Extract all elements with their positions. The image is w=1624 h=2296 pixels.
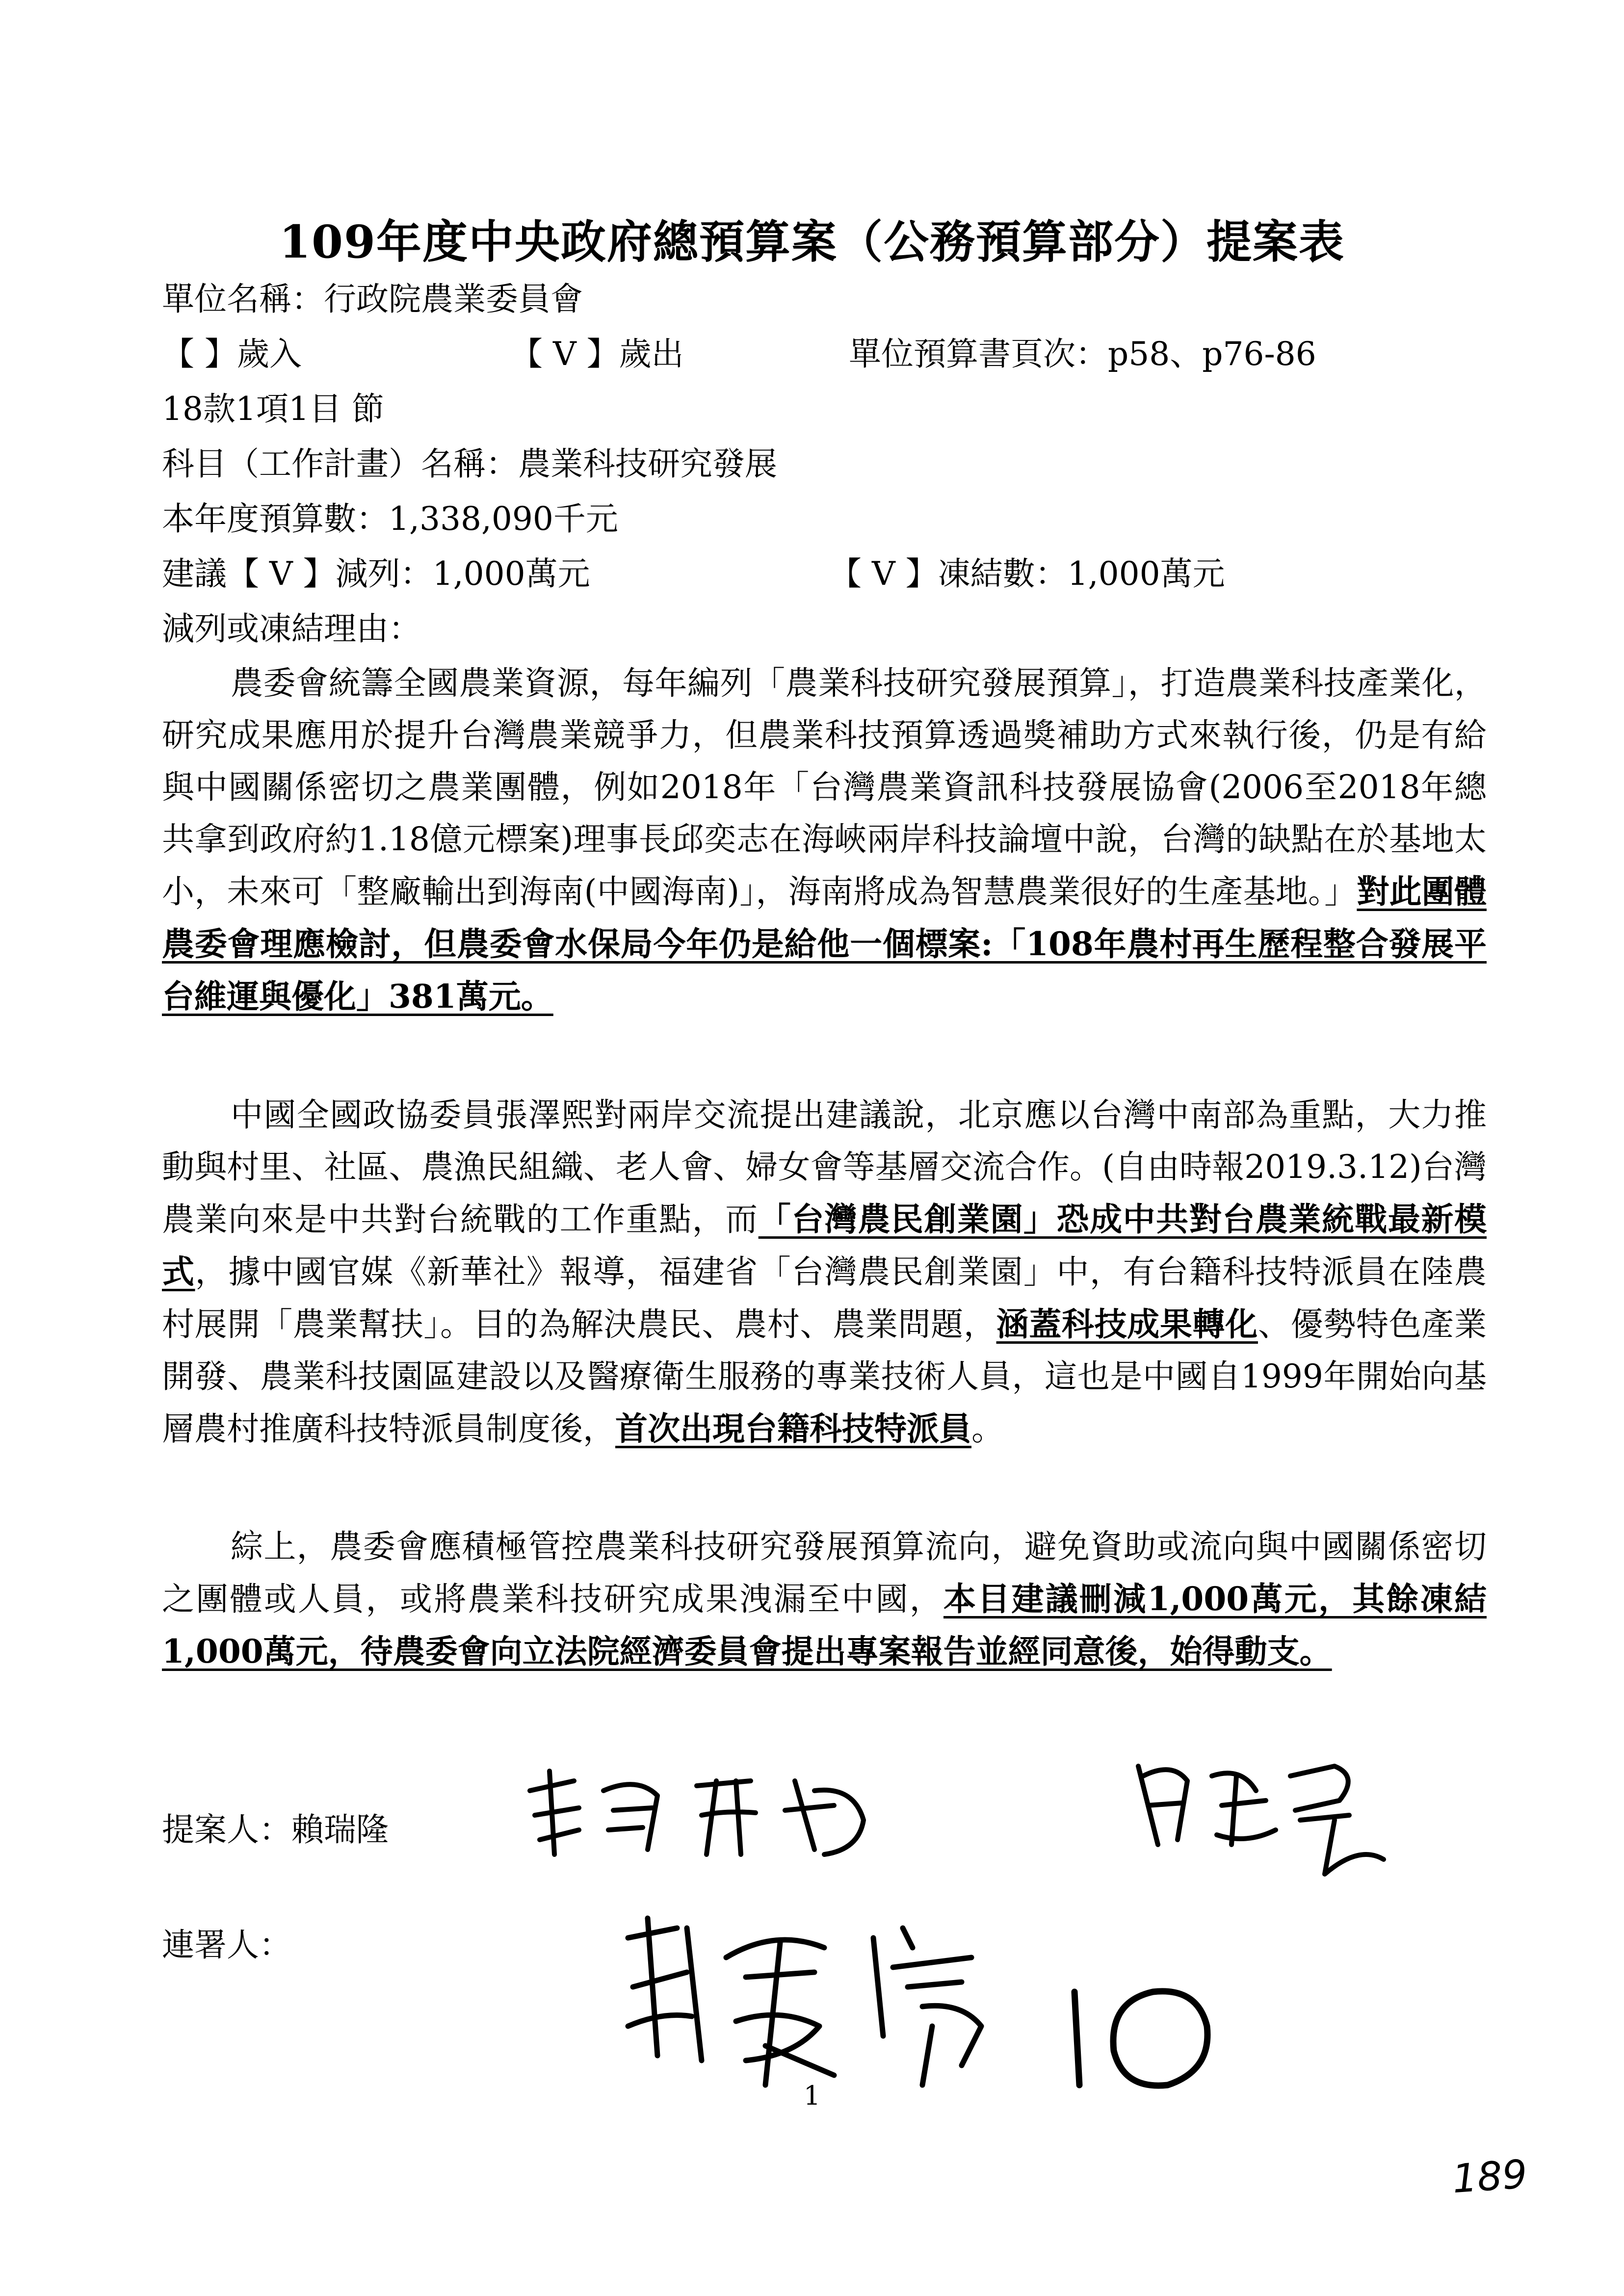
- paragraph-1-emphasis: 對此團體農委會理應檢討，但農委會水保局今年仍是給他一個標案:「108年農村再生歷程整合發展平台維運與優化」381萬元。: [162, 872, 1487, 1016]
- freeze-amount: 【 V 】凍結數：1,000萬元: [829, 555, 1225, 593]
- cosigner-label: 連署人：: [162, 1926, 291, 1964]
- expenditure-checkbox: 【 V 】歲出: [510, 335, 684, 373]
- paragraph-2-text-c: 、優勢特色產業開發、農業科技園區建設以及醫療衛生服務的專業技術人員，這也是中國自1999年開始向基層農村推廣科技特派員制度後，: [162, 1305, 1487, 1448]
- budget-section: 18款1項1目 節: [162, 390, 384, 428]
- budget-page-reference: 單位預算書頁次：p58、p76-86: [849, 335, 1316, 373]
- paragraph-3-text: 綜上，農委會應積極管控農業科技研究發展預算流向，避免資助或流向與中國關係密切之團體或人員，或將農業科技研究成果洩漏至中國，: [162, 1528, 1487, 1618]
- paragraph-3-emphasis: 本目建議刪減1,000萬元，其餘凍結1,000萬元，待農委會向立法院經濟委員會提出專案報告並經同意後，始得動支。: [162, 1580, 1487, 1670]
- unit-name: 單位名稱：行政院農業委員會: [162, 280, 583, 318]
- paragraph-2-emphasis-c: 首次出現台籍科技特派員: [615, 1409, 971, 1448]
- cosigner-signature-2: [618, 1899, 1060, 2105]
- reason-label: 減列或凍結理由：: [162, 610, 421, 648]
- cosigner-signature-1: [1128, 1747, 1403, 1884]
- paragraph-2-text-a: 中國全國政協委員張澤熙對兩岸交流提出建議說，北京應以台灣中南部為重點，大力推動與村里、社區、農漁民組織、老人會、婦女會等基層交流合作。(自由時報2019.3.12)台灣農業向來是中共對台統戰的工作重點，而: [162, 1096, 1487, 1238]
- reason-paragraph-1: [162, 657, 1487, 1023]
- page-number: 1: [803, 2080, 821, 2111]
- reason-paragraph-3: [162, 1521, 1487, 1678]
- document-title: 109年度中央政府總預算案（公務預算部分）提案表: [279, 215, 1345, 268]
- cut-suggestion: 建議【 V 】減列：1,000萬元: [162, 555, 590, 593]
- paragraph-2-text-d: 。: [971, 1410, 1004, 1448]
- paragraph-2-emphasis-b: 涵蓋科技成果轉化: [996, 1305, 1258, 1343]
- paragraph-1-text: 農委會統籌全國農業資源，每年編列「農業科技研究發展預算」，打造農業科技產業化，研究成果應用於提升台灣農業競爭力，但農業科技預算透過獎補助方式來執行後，仍是有給與中國關係密切之農業團體，例如2018年「台灣農業資訊科技發展協會(2006至2018年總共拿到政府約1.18億元標案)理事長邱奕志在海峽兩岸科技論壇中說，台灣的缺點在於基地太小，未來可「整廠輸出到海南(中國海南)」，海南將成為智慧農業很好的生產基地。」: [162, 664, 1487, 911]
- reason-paragraph-2: [162, 1089, 1487, 1455]
- paragraph-2-text-b: ，據中國官媒《新華社》報導，福建省「台灣農民創業園」中，有台籍科技特派員在陸農村展開「農業幫扶」。目的為解決農民、農村、農業問題，: [162, 1253, 1487, 1343]
- paragraph-2-emphasis-a: 「台灣農民創業園」恐成中共對台農業統戰最新模式: [162, 1200, 1487, 1291]
- revenue-checkbox: 【 】歲入: [162, 335, 302, 373]
- budget-amount: 本年度預算數：1,338,090千元: [162, 500, 618, 538]
- subject-name: 科目（工作計畫）名稱：農業科技研究發展: [162, 445, 777, 483]
- handwritten-page-number: 189: [1450, 2151, 1529, 2202]
- proposer: 提案人：賴瑞隆: [162, 1811, 389, 1849]
- proposer-signature: [520, 1761, 873, 1869]
